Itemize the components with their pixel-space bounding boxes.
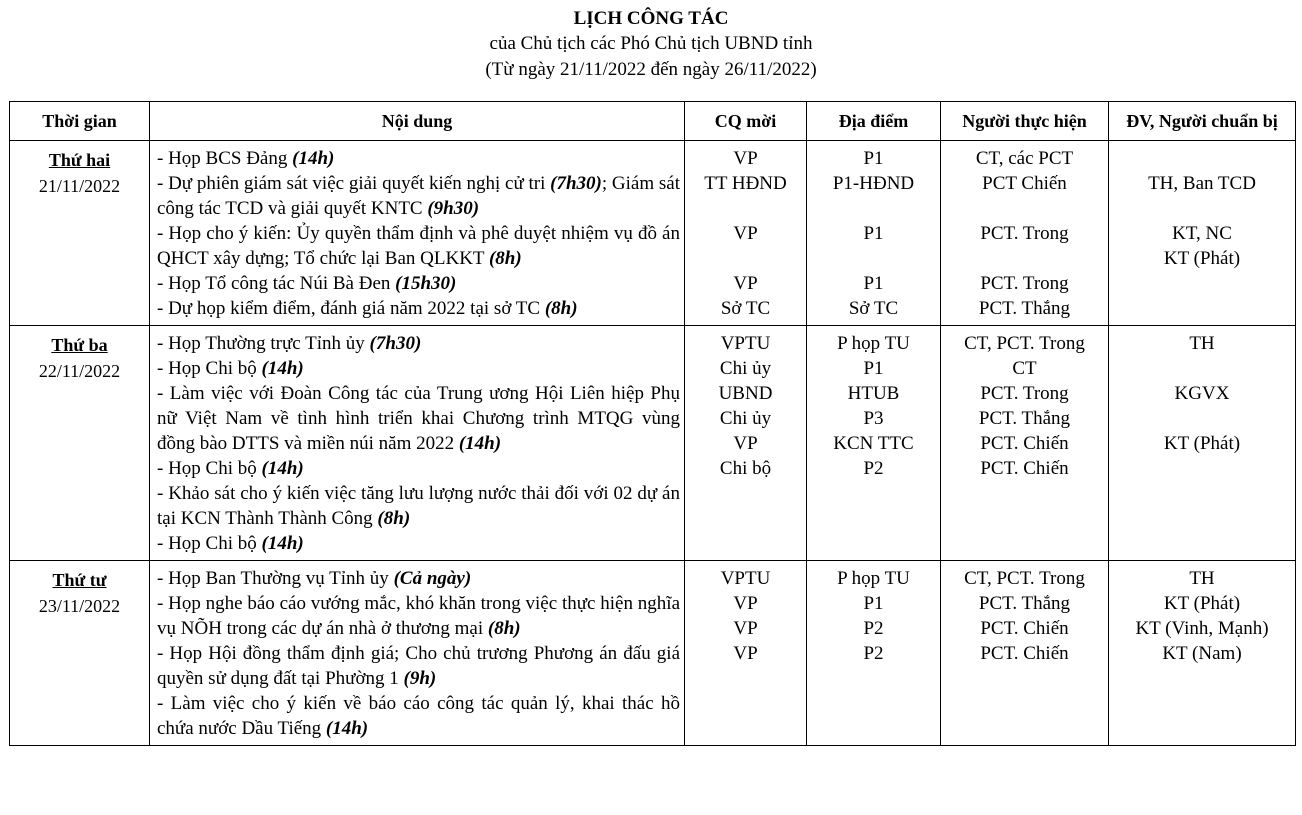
item-time: (8h) [488, 248, 522, 269]
preparer-entry [1111, 271, 1293, 296]
item-time: (14h) [261, 358, 304, 379]
content-item: - Họp Ban Thường vụ Tỉnh ủy (Cả ngày) [157, 568, 472, 589]
day-row [10, 561, 1296, 746]
content-cell [150, 561, 685, 746]
preparer-cell [1109, 561, 1296, 746]
inviting-agency-entry: VP [733, 433, 758, 454]
performer-entry: PCT Chiến [982, 173, 1067, 194]
inviting-agency-cell [685, 561, 807, 746]
content-item: - Dự phiên giám sát việc giải quyết kiến nghị cử tri (7h30); Giám sát công tác TCD và giải quyết KNTC (9h30) [157, 173, 680, 219]
inviting-agency-entry: VP [733, 593, 758, 614]
preparer-entry [1111, 406, 1293, 431]
item-time: (14h) [261, 458, 304, 479]
day-name: Thứ tư [52, 570, 107, 590]
inviting-agency-entry: VP [733, 273, 758, 294]
location-entry: P1 [863, 273, 884, 294]
performer-cell [941, 561, 1109, 746]
day-date: 22/11/2022 [38, 361, 121, 381]
day-row [10, 326, 1296, 561]
location-entry: P2 [863, 643, 884, 664]
inviting-agency-entry: VP [733, 223, 758, 244]
inviting-agency-entry: VP [733, 618, 758, 639]
content-item: - Họp Hội đồng thẩm định giá; Cho chủ trương Phương án đấu giá quyền sử dụng đất tại Phường 1 (9h) [157, 643, 680, 689]
preparer-entry [1111, 456, 1293, 481]
preparer-entry: TH [1189, 333, 1215, 354]
location-entry: P3 [863, 408, 884, 429]
day-cell [10, 561, 150, 746]
day-date: 21/11/2022 [38, 176, 121, 196]
content-cell [150, 141, 685, 326]
inviting-agency-cell [685, 326, 807, 561]
inviting-agency-entry: Chi ủy [719, 408, 772, 429]
inviting-agency-entry: Sở TC [720, 298, 771, 319]
performer-entry: PCT. Chiến [980, 458, 1069, 479]
day-date: 23/11/2022 [38, 596, 121, 616]
col-header-location: Địa điểm [807, 102, 941, 141]
content-item: - Họp nghe báo cáo vướng mắc, khó khăn trong việc thực hiện nghĩa vụ NÕH trong các dự án nhà ở thương mại (8h) [157, 593, 680, 639]
content-item: - Họp Chi bộ (14h) [157, 533, 304, 554]
content-item: - Khảo sát cho ý kiến việc tăng lưu lượng nước thải đối với 02 dự án tại KCN Thành Thành Công (8h) [157, 483, 680, 529]
item-time: (7h30) [369, 333, 422, 354]
day-row [10, 141, 1296, 326]
item-time: (7h30) [550, 173, 602, 194]
day-cell [10, 326, 150, 561]
preparer-entry: TH, Ban TCD [1148, 173, 1256, 194]
location-entry [809, 196, 938, 221]
performer-cell [941, 141, 1109, 326]
content-cell [150, 326, 685, 561]
col-header-time: Thời gian [10, 102, 150, 141]
item-time: (15h30) [395, 273, 457, 294]
inviting-agency-cell [685, 141, 807, 326]
preparer-entry: KT (Vinh, Mạnh) [1135, 618, 1269, 639]
inviting-agency-entry [687, 246, 804, 271]
performer-entry: CT, PCT. Trong [964, 568, 1085, 589]
item-time: (14h) [261, 533, 304, 554]
inviting-agency-entry: VPTU [720, 333, 771, 354]
col-header-content: Nội dung [150, 102, 685, 141]
inviting-agency-entry: TT HĐND [704, 173, 787, 194]
preparer-entry: KT (Phát) [1163, 433, 1241, 454]
schedule-table [9, 101, 1296, 746]
location-entry: Sở TC [848, 298, 899, 319]
content-item: - Họp Tổ công tác Núi Bà Đen (15h30) [157, 273, 457, 294]
preparer-entry: KGVX [1174, 383, 1230, 404]
schedule-title: LỊCH CÔNG TÁC [573, 8, 729, 29]
inviting-agency-entry: Chi bộ [719, 458, 772, 479]
table-header-row [10, 102, 1296, 141]
content-item: - Làm việc với Đoàn Công tác của Trung ương Hội Liên hiệp Phụ nữ Việt Nam về tình hình triển khai Chương trình MTQG vùng đồng bào DTTS và miền núi năm 2022 (14h) [157, 383, 680, 454]
location-entry: P1-HĐND [832, 173, 915, 194]
content-item: - Họp Chi bộ (14h) [157, 458, 304, 479]
content-item: - Họp Chi bộ (14h) [157, 358, 304, 379]
location-entry: P họp TU [837, 568, 910, 589]
preparer-cell [1109, 141, 1296, 326]
content-item: - Dự họp kiểm điểm, đánh giá năm 2022 tại sở TC (8h) [157, 298, 578, 319]
performer-entry [943, 196, 1106, 221]
preparer-entry: KT (Phát) [1163, 248, 1241, 269]
content-item: - Làm việc cho ý kiến về báo cáo công tác quản lý, khai thác hồ chứa nước Dầu Tiếng (14h) [157, 693, 680, 739]
preparer-entry: KT (Phát) [1163, 593, 1241, 614]
content-item: - Họp Thường trực Tỉnh ủy (7h30) [157, 333, 422, 354]
performer-entry: CT, PCT. Trong [964, 333, 1085, 354]
inviting-agency-entry: VP [733, 643, 758, 664]
location-entry: P2 [863, 618, 884, 639]
performer-entry: PCT. Trong [980, 273, 1069, 294]
preparer-entry: TH [1189, 568, 1215, 589]
performer-entry: PCT. Chiến [980, 433, 1069, 454]
item-time: (8h) [487, 618, 521, 639]
content-item: - Họp cho ý kiến: Ủy quyền thẩm định và phê duyệt nhiệm vụ đồ án QHCT xây dựng; Tổ chức lại Ban QLKKT (8h) [157, 223, 680, 269]
item-time: (14h) [458, 433, 502, 454]
preparer-entry [1111, 196, 1293, 221]
location-entry [809, 246, 938, 271]
location-entry: P họp TU [837, 333, 910, 354]
performer-entry: PCT. Thắng [978, 593, 1071, 614]
inviting-agency-entry: VP [733, 148, 758, 169]
schedule-subtitle: của Chủ tịch các Phó Chủ tịch UBND tỉnh [489, 33, 813, 54]
preparer-cell [1109, 326, 1296, 561]
preparer-entry [1111, 296, 1293, 321]
day-cell [10, 141, 150, 326]
inviting-agency-entry: UBND [718, 383, 773, 404]
performer-entry: PCT. Trong [980, 223, 1069, 244]
location-entry: KCN TTC [833, 433, 914, 454]
col-header-performer: Người thực hiện [941, 102, 1109, 141]
preparer-entry [1111, 146, 1293, 171]
performer-entry: CT [1012, 358, 1037, 379]
item-time: (14h) [292, 148, 335, 169]
performer-entry [943, 246, 1106, 271]
performer-entry: PCT. Thắng [978, 298, 1071, 319]
performer-entry: PCT. Trong [980, 383, 1069, 404]
preparer-entry [1111, 356, 1293, 381]
location-entry: P1 [863, 148, 884, 169]
location-entry: HTUB [847, 383, 900, 404]
item-time: (Cả ngày) [393, 568, 472, 589]
performer-entry: PCT. Chiến [980, 643, 1069, 664]
day-name: Thứ ba [51, 335, 108, 355]
preparer-entry: KT (Nam) [1162, 643, 1242, 664]
col-header-inviting-agency: CQ mời [685, 102, 807, 141]
day-name: Thứ hai [48, 150, 111, 170]
item-time: (8h) [377, 508, 411, 529]
col-header-preparer: ĐV, Người chuẩn bị [1109, 102, 1296, 141]
schedule-date-range: (Từ ngày 21/11/2022 đến ngày 26/11/2022) [485, 59, 817, 80]
preparer-entry: KT, NC [1172, 223, 1232, 244]
inviting-agency-entry [687, 196, 804, 221]
item-time: (9h30) [427, 198, 480, 219]
item-time: (9h) [403, 668, 437, 689]
location-entry: P1 [863, 593, 884, 614]
inviting-agency-entry: Chi ủy [719, 358, 772, 379]
performer-entry: PCT. Chiến [980, 618, 1069, 639]
location-entry: P1 [863, 223, 884, 244]
item-time: (8h) [544, 298, 578, 319]
content-item: - Họp BCS Đảng (14h) [157, 148, 335, 169]
performer-entry: PCT. Thắng [978, 408, 1071, 429]
item-time: (14h) [325, 718, 369, 739]
location-entry: P1 [863, 358, 884, 379]
performer-cell [941, 326, 1109, 561]
location-cell [807, 141, 941, 326]
location-cell [807, 561, 941, 746]
location-cell [807, 326, 941, 561]
location-entry: P2 [863, 458, 884, 479]
performer-entry: CT, các PCT [975, 148, 1074, 169]
inviting-agency-entry: VPTU [720, 568, 771, 589]
